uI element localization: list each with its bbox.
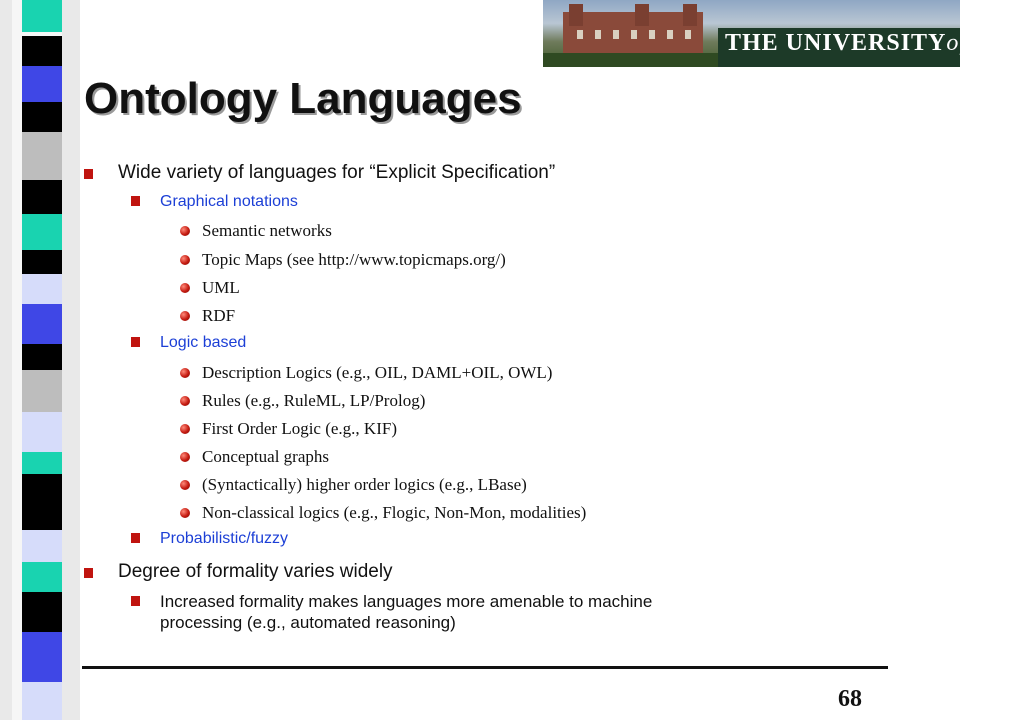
bullet-dot bbox=[180, 283, 190, 293]
bullet-dot bbox=[180, 255, 190, 265]
bullet-dot bbox=[180, 311, 190, 321]
bullet-text: Degree of formality varies widely bbox=[118, 561, 393, 582]
bullet-text: Conceptual graphs bbox=[202, 447, 329, 466]
bullet-dot bbox=[180, 396, 190, 406]
building-window bbox=[667, 30, 673, 39]
decorative-side-stripe bbox=[0, 0, 80, 720]
university-banner bbox=[543, 0, 1021, 67]
bullet-text: RDF bbox=[202, 306, 236, 325]
bullet-text: Description Logics (e.g., OIL, DAML+OIL, OWL) bbox=[202, 363, 553, 382]
bullet-text: Topic Maps (see http://www.topicmaps.org/) bbox=[202, 250, 506, 269]
bullet-text: Probabilistic/fuzzy bbox=[160, 530, 289, 547]
bullet-dot bbox=[180, 508, 190, 518]
building-window bbox=[649, 30, 655, 39]
slide-title: Ontology Languages bbox=[84, 74, 522, 123]
bullet-text: (Syntactically) higher order logics (e.g., LBase) bbox=[202, 475, 527, 494]
bullet-text: Rules (e.g., RuleML, LP/Prolog) bbox=[202, 391, 426, 410]
bullet-marker bbox=[131, 596, 140, 606]
building-window bbox=[631, 30, 637, 39]
bullet-marker bbox=[131, 337, 140, 347]
bullet-text: Wide variety of languages for “Explicit Specification” bbox=[118, 162, 556, 183]
bullet-dot bbox=[180, 424, 190, 434]
building-window bbox=[613, 30, 619, 39]
page-number: 68 bbox=[838, 686, 862, 712]
bullet-dot bbox=[180, 226, 190, 236]
bullet-dot bbox=[180, 452, 190, 462]
building-tower bbox=[683, 4, 697, 26]
bullet-marker bbox=[84, 568, 93, 578]
building-window bbox=[595, 30, 601, 39]
bullet-text: Graphical notations bbox=[160, 193, 298, 210]
university-logo-text: THE UNIVERSITYof York bbox=[725, 30, 1021, 56]
building-window bbox=[577, 30, 583, 39]
building-tower bbox=[635, 4, 649, 26]
bullet-marker bbox=[131, 533, 140, 543]
bullet-text: Semantic networks bbox=[202, 221, 332, 240]
bullet-text: Increased formality makes languages more amenable to machine bbox=[160, 592, 653, 611]
bullet-text: UML bbox=[202, 278, 240, 297]
building-window bbox=[685, 30, 691, 39]
bullet-text: Logic based bbox=[160, 334, 247, 351]
bullet-text: First Order Logic (e.g., KIF) bbox=[202, 419, 397, 438]
bullet-marker bbox=[131, 196, 140, 206]
bullet-marker bbox=[84, 169, 93, 179]
building-tower bbox=[569, 4, 583, 26]
footer-rule bbox=[82, 666, 888, 669]
bullet-text: processing (e.g., automated reasoning) bbox=[160, 613, 456, 632]
bullet-dot bbox=[180, 368, 190, 378]
bullet-text: Non-classical logics (e.g., Flogic, Non-Mon, modalities) bbox=[202, 503, 587, 522]
bullet-dot bbox=[180, 480, 190, 490]
